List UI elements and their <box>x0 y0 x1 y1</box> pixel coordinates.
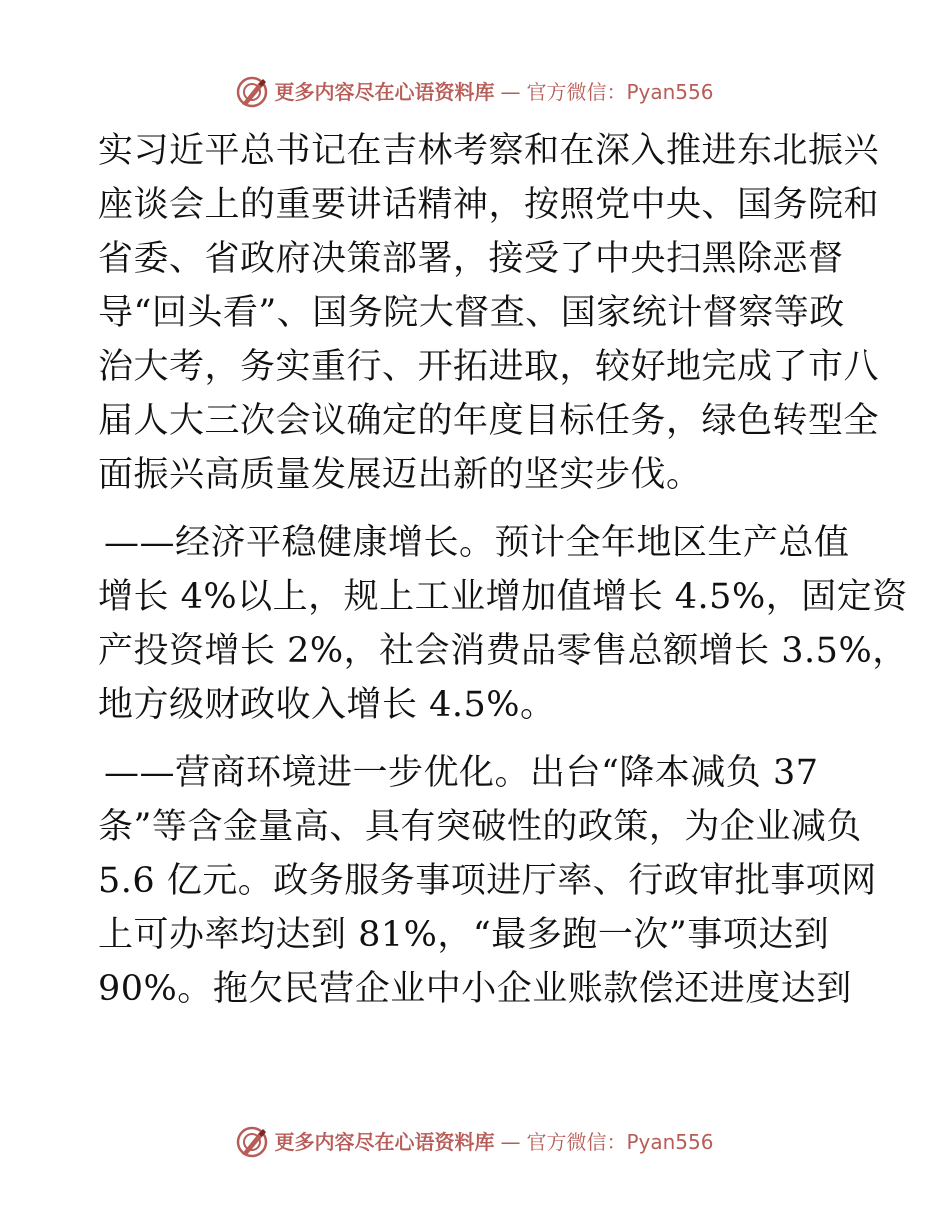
text-line: 条”等含金量高、具有突破性的政策，为企业减负 <box>98 807 862 847</box>
watermark-separator: — <box>500 80 521 104</box>
text-line: 上可办率均达到 81%，“最多跑一次”事项达到 <box>98 915 830 955</box>
document-body <box>98 124 908 1016</box>
text-line: 导“回头看”、国务院大督查、国家统计督察等政 <box>98 293 845 333</box>
text-line: 省委、省政府决策部署，接受了中央扫黑除恶督 <box>98 239 844 279</box>
text-line: ——经济平稳健康增长。预计全年地区生产总值 <box>104 523 850 563</box>
paragraph-business-environment <box>98 746 877 1016</box>
text-line: 地方级财政收入增长 4.5%。 <box>98 685 556 725</box>
text-line: 座谈会上的重要讲话精神，按照党中央、国务院和 <box>98 185 880 225</box>
text-line: 届人大三次会议确定的年度目标任务，绿色转型全 <box>98 401 880 441</box>
watermark-separator: — <box>500 1130 521 1154</box>
watermark-title: 更多内容尽在心语资料库 <box>274 80 495 104</box>
header-watermark <box>0 76 950 108</box>
text-line: 产投资增长 2%，社会消费品零售总额增长 3.5%， <box>98 631 908 671</box>
paragraph-economy <box>98 516 908 732</box>
text-line: 90%。拖欠民营企业中小企业账款偿还进度达到 <box>98 969 852 1009</box>
pen-logo-icon <box>236 76 268 108</box>
text-line: 5.6 亿元。政务服务事项进厅率、行政审批事项网 <box>98 861 877 901</box>
paragraph-intro <box>98 124 880 502</box>
watermark-wechat: 官方微信：Pyan556 <box>526 80 714 104</box>
watermark-title: 更多内容尽在心语资料库 <box>274 1130 495 1154</box>
text-line: 治大考，务实重行、开拓进取，较好地完成了市八 <box>98 347 880 387</box>
text-line: ——营商环境进一步优化。出台“降本减负 37 <box>104 753 819 793</box>
footer-watermark <box>0 1126 950 1158</box>
text-line: 实习近平总书记在吉林考察和在深入推进东北振兴 <box>98 131 880 171</box>
text-line: 增长 4%以上，规上工业增加值增长 4.5%，固定资 <box>98 577 908 617</box>
pen-logo-icon <box>236 1126 268 1158</box>
watermark-wechat: 官方微信：Pyan556 <box>526 1130 714 1154</box>
text-line: 面振兴高质量发展迈出新的坚实步伐。 <box>98 455 702 495</box>
